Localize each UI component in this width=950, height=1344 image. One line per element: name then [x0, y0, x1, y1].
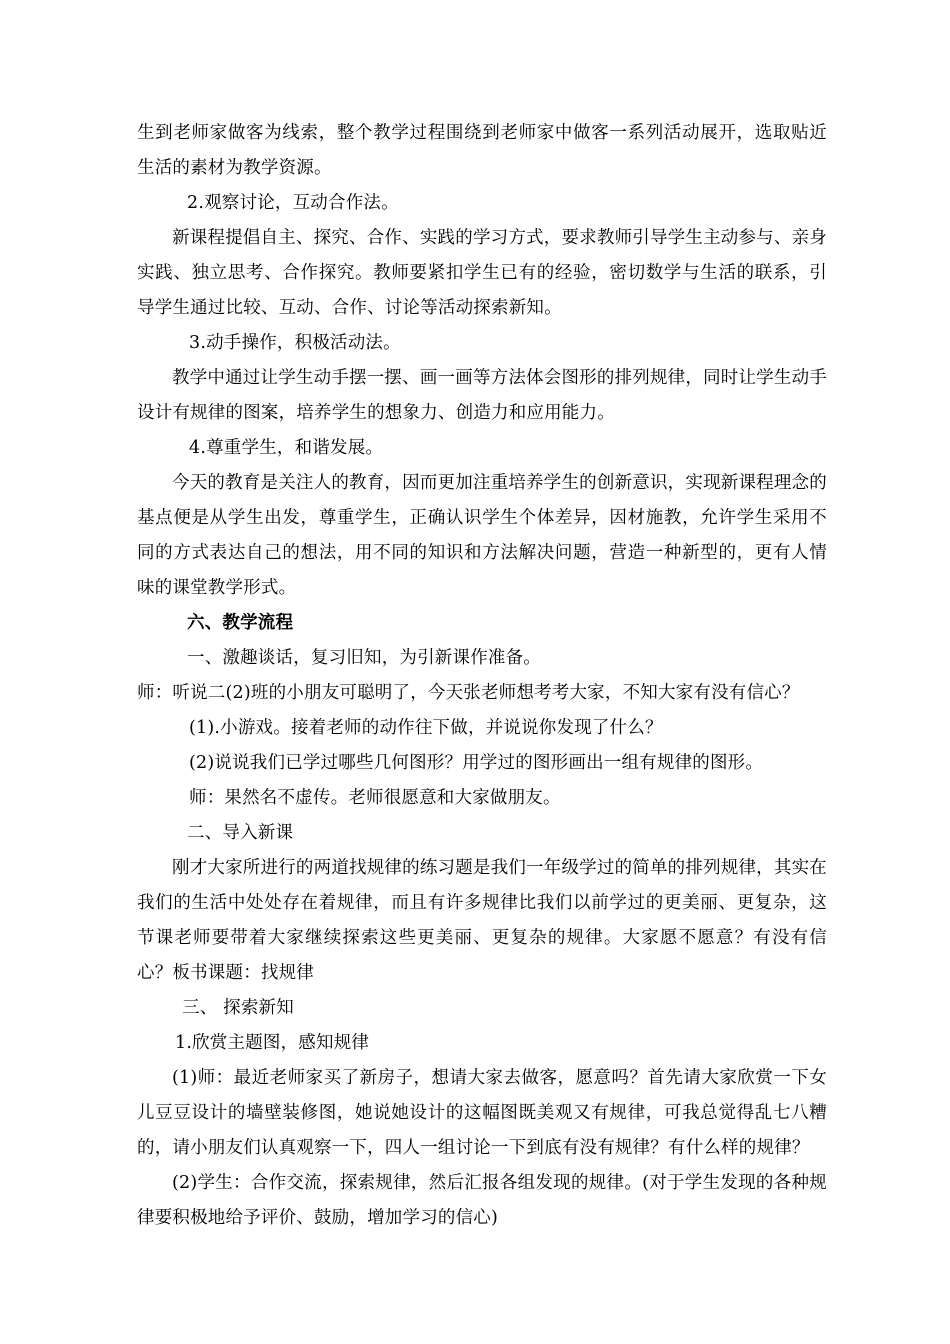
method-heading-4: 4.尊重学生，和谐发展。 — [189, 438, 384, 458]
teacher-line-2: 师：果然名不虚传。老师很愿意和大家做朋友。 — [189, 788, 561, 808]
step-heading-2: 二、导入新课 — [187, 823, 294, 843]
method-heading-2: 2.观察讨论，互动合作法。 — [187, 193, 399, 213]
sub-item-1: (1).小游戏。接着老师的动作往下做，并说说你发现了什么？ — [189, 718, 663, 738]
sub-item-student-activity: (2)学生：合作交流，探索规律，然后汇报各组发现的规律。(对于学生发现的各种规律要积极地给予评价、鼓励，增加学习的信心) — [137, 1173, 827, 1228]
paragraph-introduction: 刚才大家所进行的两道找规律的练习题是我们一年级学过的简单的排列规律，其实在我们的生活中处处存在着规律，而且有许多规律比我们以前学过的更美丽、更复杂，这节课老师要带着大家继续探索这些更美丽、更复杂的规律。大家愿不愿意？有没有信心？板书课题：找规律 — [137, 858, 827, 983]
paragraph-method-4: 今天的教育是关注人的教育，因而更加注重培养学生的创新意识，实现新课程理念的基点便是从学生出发，尊重学生，正确认识学生个体差异，因材施教，允许学生采用不同的方式表达自己的想法，用不同的知识和方法解决问题，营造一种新型的，更有人情味的课堂教学形式。 — [137, 473, 827, 598]
section-heading-teaching-process: 六、教学流程 — [187, 613, 294, 633]
sub-item-teacher-question: (1)师：最近老师家买了新房子，想请大家去做客，愿意吗？首先请大家欣赏一下女儿豆豆设计的墙壁装修图，她说她设计的这幅图既美观又有规律，可我总觉得乱七八糟的，请小朋友们认真观察一下，四人一组讨论一下到底有没有规律？有什么样的规律？ — [137, 1068, 827, 1158]
method-heading-3: 3.动手操作，积极活动法。 — [189, 333, 401, 353]
step-heading-3: 三、 探索新知 — [182, 998, 294, 1018]
sub-item-2: (2)说说我们已学过哪些几何图形？用学过的图形画出一组有规律的图形。 — [189, 753, 764, 773]
paragraph-method-3: 教学中通过让学生动手摆一摆、画一画等方法体会图形的排列规律，同时让学生动手设计有规律的图案，培养学生的想象力、创造力和应用能力。 — [137, 368, 827, 423]
document-body — [137, 116, 827, 1236]
step-heading-1: 一、激趣谈话，复习旧知，为引新课作准备。 — [187, 648, 541, 668]
paragraph-intro-continued: 生到老师家做客为线索，整个教学过程围绕到老师家中做客一系列活动展开，选取贴近生活的素材为教学资源。 — [137, 123, 827, 178]
paragraph-method-2: 新课程提倡自主、探究、合作、实践的学习方式，要求教师引导学生主动参与、亲身实践、独立思考、合作探究。教师要紧扣学生已有的经验，密切数学与生活的联系，引导学生通过比较、互动、合作、讨论等活动探索新知。 — [137, 228, 827, 318]
teacher-line-1: 师：听说二(2)班的小朋友可聪明了，今天张老师想考考大家，不知大家有没有信心？ — [137, 683, 800, 703]
sub-heading-appreciate: 1.欣赏主题图，感知规律 — [175, 1033, 370, 1053]
